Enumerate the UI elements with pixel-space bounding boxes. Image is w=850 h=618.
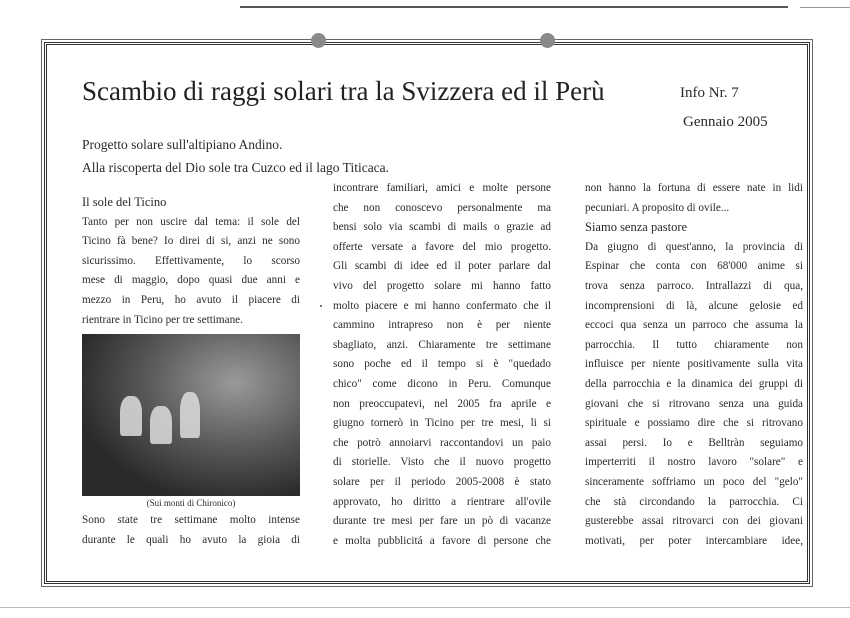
text-line: sinceramente soffriamo un poco del "gelo": [585, 475, 803, 488]
column-1: [82, 193, 300, 330]
scan-bottom-rule: [0, 607, 850, 608]
subtitle: Alla riscoperta del Dio sole tra Cuzco ed il lago Titicaca.: [82, 160, 390, 175]
text-line: pecuniari. A proposito di ovile...: [585, 201, 730, 214]
text-line: parrocchia. Il tutto chiaramente non: [585, 338, 803, 351]
text-line: incontrare familiari, amici e molte persone: [333, 182, 551, 194]
text-line: durante tre mesi per fare un pò di vacanze: [333, 515, 551, 528]
column-3: [585, 179, 803, 551]
page-title: Scambio di raggi solari tra la Svizzera ed il Perù: [82, 76, 605, 106]
issue-date: Gennaio 2005: [683, 114, 768, 130]
text-line: trova senza parroco. Intrallazzi di qua,: [585, 279, 803, 292]
text-line: molto piacere e mi hanno confermato che il: [333, 299, 551, 312]
text-line: e molta pubblicitá a favore di persone che: [333, 534, 551, 547]
text-line: Tanto per non uscire dal tema: il sole del: [82, 215, 300, 228]
text-line: giovani che si ritrovano senza una guida: [585, 397, 803, 410]
text-line: bensi solo via scambi di mails o grazie ad: [333, 221, 551, 234]
photo-group-mountains: [82, 334, 300, 496]
scan-top-rule-right: [800, 7, 850, 8]
text-line: non hanno la fortuna di essere nate in lidi: [585, 182, 803, 194]
subtitle: Progetto solare sull'altipiano Andino.: [82, 137, 283, 152]
text-line: spirituale e possiamo dire che si ritrovano: [585, 417, 803, 430]
text-line: sono poche ed il tempo si è "quedado: [333, 358, 551, 371]
column-2: [333, 179, 551, 551]
scan-top-rule: [240, 6, 788, 8]
text-line: rientrare in Ticino per tre settimane.: [82, 313, 243, 326]
text-line: mezzo in Peru, ho avuto il piacere di: [82, 293, 300, 306]
text-line: imperterriti il nostro lavoro "solare" e: [585, 456, 803, 469]
text-line: giugno tornerò in Ticino per tre mesi, li si: [333, 417, 551, 430]
text-line: gusterebbe assai ritrovarci con dei giovani: [585, 515, 803, 528]
text-line: Sono state tre settimane molto intense: [82, 514, 300, 526]
text-line: che stà circondando la parrocchia. Ci: [585, 495, 803, 508]
pin-icon: [311, 33, 326, 48]
text-line: offerte versate a favore del mio progetto.: [333, 240, 551, 253]
text-line: Gli scambi di idee ed il poter parlare dal: [333, 260, 551, 273]
section-heading: Il sole del Ticino: [82, 195, 167, 209]
text-line: vivo del progetto solare mi hanno fatto: [333, 279, 551, 292]
text-line: solare per il periodo 2005-2008 è stato: [333, 475, 551, 488]
text-line: assai persi. Io e Belltràn seguiamo: [585, 436, 803, 449]
section-heading: Siamo senza pastore: [585, 220, 688, 235]
text-line: approvato, ho diritto a rientrare all'ovile: [333, 495, 551, 508]
text-line: non preoccupatevi, nel 2005 fra aprile e: [333, 397, 551, 410]
photo-caption: (Sui monti di Chironico): [146, 498, 236, 508]
text-line: eccoci qua senza un parroco che assuma la: [585, 319, 803, 332]
text-line: durante le quali ho avuto la gioia di: [82, 533, 300, 546]
text-line: motivati, per poter intercambiare idee,: [585, 534, 803, 547]
text-line: Espinar che conta con 68'000 anime si: [585, 260, 803, 273]
column-1-continued: [82, 511, 300, 550]
scan-speck: [320, 305, 322, 307]
text-line: Ticino fà bene? Io direi di si, anzi ne sono: [82, 235, 300, 248]
text-line: mese di maggio, dopo quasi due anni e: [82, 274, 300, 287]
text-line: cammino intrapreso non è per niente: [333, 319, 551, 332]
text-line: di storielle. Visto che il nuovo progetto: [333, 456, 551, 469]
text-line: che non conoscevo personalmente ma: [333, 201, 551, 214]
issue-number: Info Nr. 7: [680, 85, 739, 101]
text-line: influisce per niente positivamente sulla vita: [585, 358, 803, 371]
text-line: che potrò annoiarvi raccontandovi un paio: [333, 436, 551, 449]
text-line: Da giugno di quest'anno, la provincia di: [585, 240, 803, 253]
text-line: sicurissimo. Effettivamente, lo scorso: [82, 254, 300, 267]
text-line: chico" come dicono in Peru. Comunque: [333, 377, 551, 390]
text-line: sbagliato, anzi. Chiaramente tre settimane: [333, 338, 551, 351]
text-line: incomprensioni di là, alcune gelosie ed: [585, 299, 803, 312]
pin-icon: [540, 33, 555, 48]
text-line: della parrocchia e la dinamica dei gruppi di: [585, 377, 803, 390]
